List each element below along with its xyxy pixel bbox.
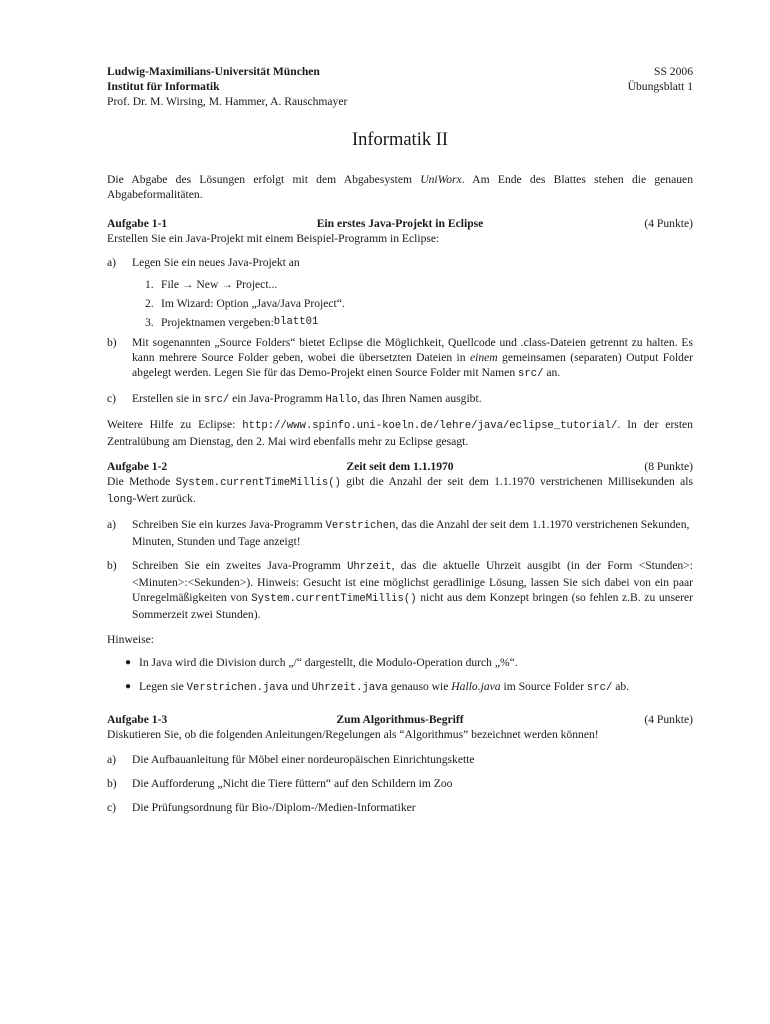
eclipse-help: Weitere Hilfe zu Eclipse: http://www.spinfo.uni-koeln.de/lehre/java/eclipse_tutorial/. In der ersten Zentralübung am Dienstag, den 2. Mai wird ebenfalls mehr zu Eclipse gesagt.	[107, 418, 693, 448]
intro-paragraph: Die Abgabe des Lösungen erfolgt mit dem Abgabesystem UniWorx. Am Ende des Blattes stehen die genauen Abgabeformalitäten.	[107, 173, 693, 201]
task-1-heading	[107, 216, 693, 231]
task-3-item-b: b) Die Aufforderung „Nicht die Tiere füttern“ auf den Schildern im Zoo	[107, 777, 453, 790]
task-3-points: (4 Punkte)	[644, 713, 693, 726]
task-2-points: (8 Punkte)	[644, 460, 693, 473]
sheet-number: Übungsblatt 1	[627, 80, 693, 93]
task-2-label: Aufgabe 1-2	[107, 460, 168, 473]
hints-list	[125, 655, 693, 696]
hints-title: Hinweise:	[107, 633, 155, 646]
authors: Prof. Dr. M. Wirsing, M. Hammer, A. Rauschmayer	[107, 95, 348, 108]
task-1-label: Aufgabe 1-1	[107, 217, 168, 230]
step-item: 1. File → New → Project...	[145, 278, 278, 291]
task-2-item-b: b) Schreiben Sie ein zweites Java-Programm Uhrzeit, das die aktuelle Uhrzeit ausgibt (in der Form <Stunden>:<Minuten>:<Sekunden>). Hinweis: Gesucht ist eine möglichst geradlinige Lösung, lassen Sie sich dabei von ein paar Unregelmäßigkeiten von System.currentTimeMillis() nicht aus dem Konzept bringen (so fehlen z.B. zu unserer Sommerzeit zwei Stunden).	[107, 559, 693, 621]
list-item: ● Legen sie Verstrichen.java und Uhrzeit.java genauso wie Hallo.java im Source Folder src/ ab.	[125, 680, 630, 694]
task-2-intro: Die Methode System.currentTimeMillis() gibt die Anzahl der seit dem 1.1.1970 verstrichenen Millisekunden als long-Wert zurück.	[107, 475, 694, 506]
task-3-title: Zum Algorithmus-Begriff	[336, 713, 464, 726]
task-1-intro: Erstellen Sie ein Java-Projekt mit einem Beispiel-Programm in Eclipse:	[107, 232, 440, 245]
semester: SS 2006	[654, 65, 693, 78]
task-1-item-b: b) Mit sogenannten „Source Folders“ bietet Eclipse die Möglichkeit, Quellcode und .class-Dateien getrennt zu halten. Es kann mehrere Source Folder geben, wobei die übersetzten Dateien in einem gemeinsamen (separaten) Output Folder abgelegt werden. Legen Sie für das Demo-Projekt einen Source Folder mit Namen src/ an.	[107, 336, 693, 380]
task-3-item-a: a) Die Aufbauanleitung für Möbel einer nordeuropäischen Einrichtungskette	[107, 753, 475, 766]
task-2-title: Zeit seit dem 1.1.1970	[346, 460, 454, 473]
task-2-heading	[107, 459, 693, 474]
step-item: 2. Im Wizard: Option „Java/Java Project“.	[145, 297, 345, 310]
task-3-heading	[107, 712, 693, 727]
document-title: Informatik II	[351, 130, 449, 150]
document-page	[107, 64, 693, 815]
step-item: 3. Projektnamen vergeben: blatt01	[145, 316, 319, 329]
task-3-label: Aufgabe 1-3	[107, 713, 168, 726]
institute-name: Institut für Informatik	[107, 80, 220, 93]
task-3-intro: Diskutieren Sie, ob die folgenden Anleitungen/Regelungen als “Algorithmus” bezeichnet werden können!	[107, 728, 599, 741]
task-1-item-a: a) Legen Sie ein neues Java-Projekt an	[107, 256, 300, 269]
university-name: Ludwig-Maximilians-Universität München	[107, 65, 320, 78]
task-1-item-c: c) Erstellen sie in src/ ein Java-Programm Hallo, das Ihren Namen ausgibt.	[107, 392, 482, 406]
eclipse-tutorial-link[interactable]: http://www.spinfo.uni-koeln.de/lehre/java/eclipse_tutorial/	[242, 420, 618, 432]
list-item: ● In Java wird die Division durch „/“ dargestellt, die Modulo-Operation durch „%“.	[125, 656, 518, 669]
task-1-points: (4 Punkte)	[644, 217, 693, 230]
task-1-steps	[145, 277, 693, 330]
document-header	[107, 64, 693, 109]
task-3-item-c: c) Die Prüfungsordnung für Bio-/Diplom-/Medien-Informatiker	[107, 801, 416, 814]
task-1-title: Ein erstes Java-Projekt in Eclipse	[316, 217, 484, 230]
task-2-item-a: a) Schreiben Sie ein kurzes Java-Programm Verstrichen, das die Anzahl der seit dem 1.1.1970 verstrichenen Sekunden, Minuten, Stunden und Tage anzeigt!	[107, 518, 690, 548]
